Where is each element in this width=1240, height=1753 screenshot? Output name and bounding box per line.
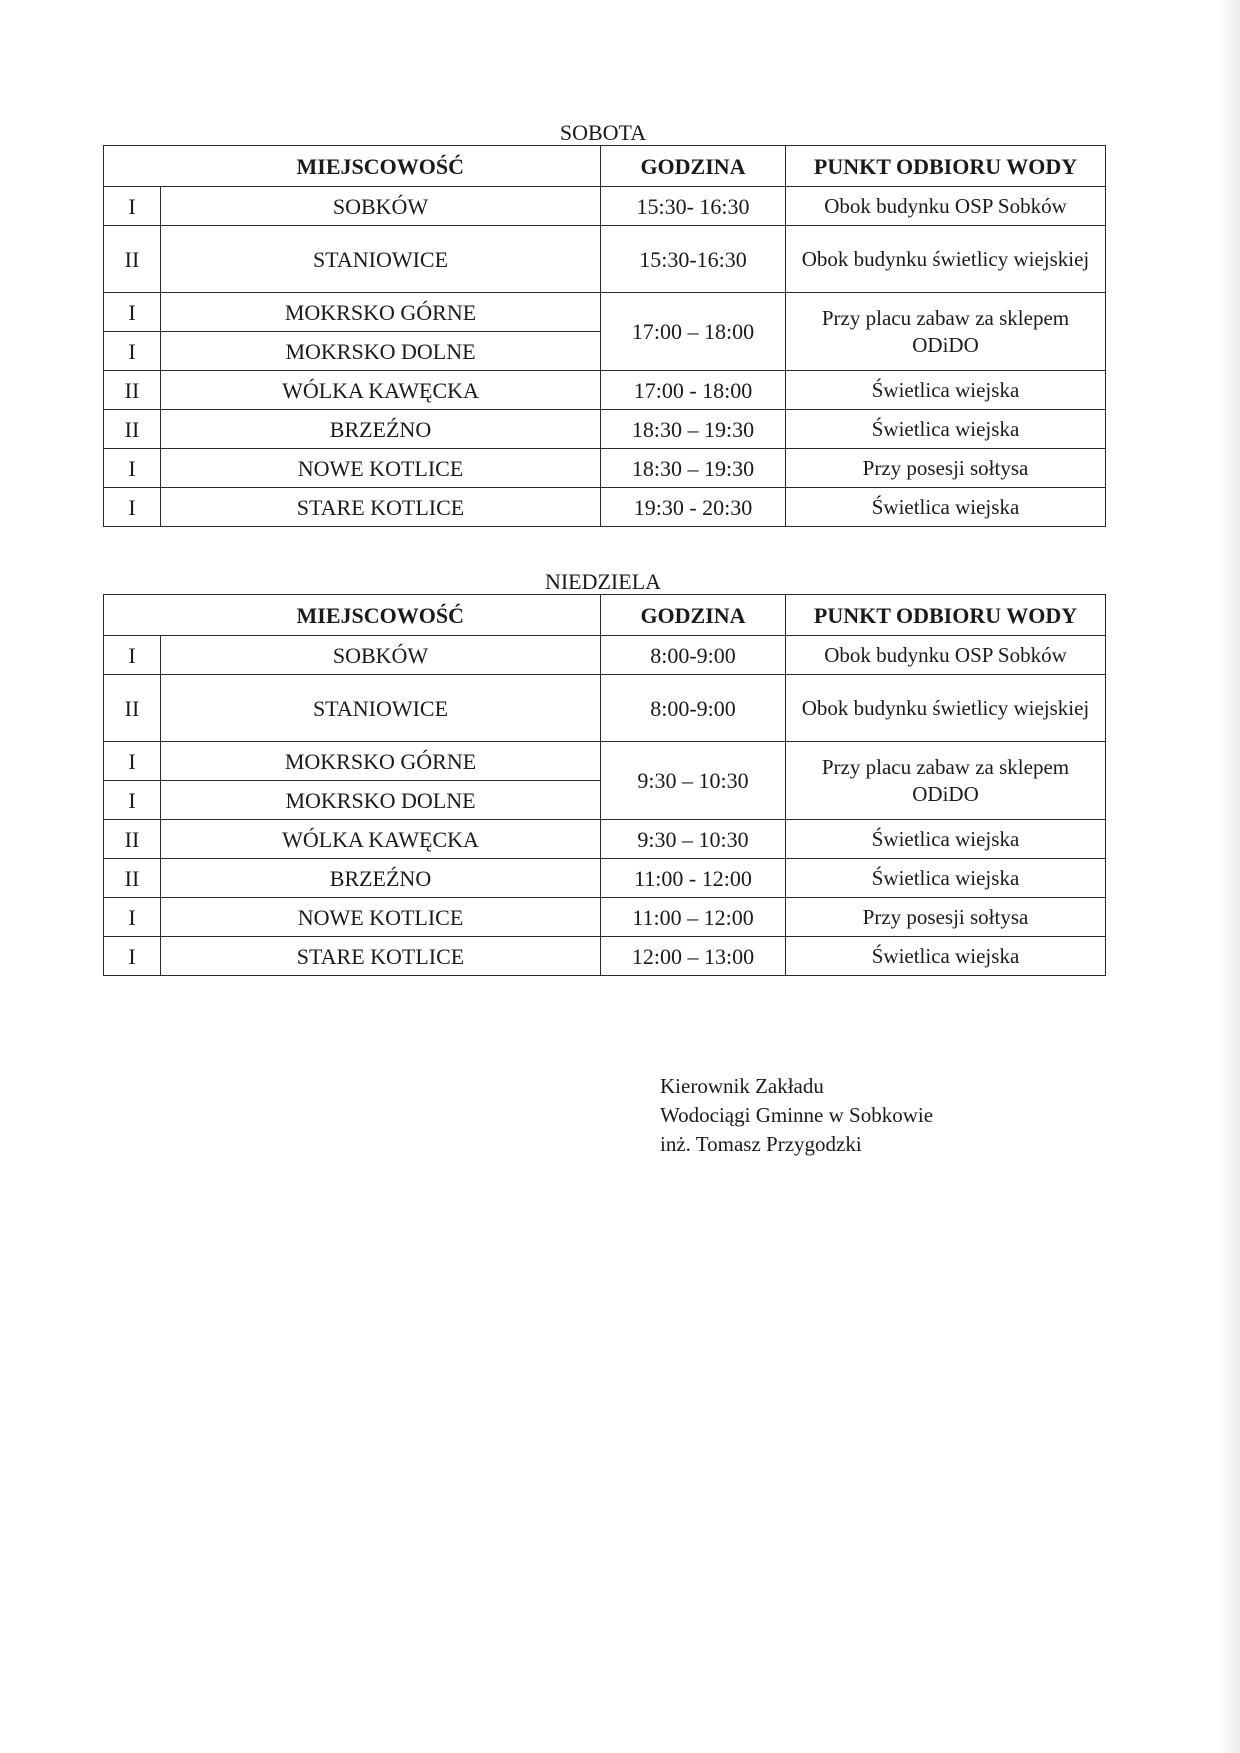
place-cell: SOBKÓW (161, 187, 601, 226)
place-cell: NOWE KOTLICE (161, 449, 601, 488)
place-cell: BRZEŹNO (161, 410, 601, 449)
table-row (104, 742, 1106, 781)
place-cell: STANIOWICE (161, 226, 601, 293)
header-time: GODZINA (601, 595, 786, 636)
time-cell: 9:30 – 10:30 (601, 820, 786, 859)
time-cell: 15:30-16:30 (601, 226, 786, 293)
table-header-row (104, 146, 1106, 187)
point-cell: Świetlica wiejska (786, 371, 1106, 410)
place-cell: NOWE KOTLICE (161, 898, 601, 937)
time-cell: 8:00-9:00 (601, 675, 786, 742)
table-row (104, 937, 1106, 976)
time-cell: 8:00-9:00 (601, 636, 786, 675)
table-row (104, 371, 1106, 410)
saturday-title: SOBOTA (559, 120, 647, 145)
place-cell: STARE KOTLICE (161, 488, 601, 527)
zone-cell: I (104, 781, 161, 820)
saturday-schedule-table (103, 145, 1106, 527)
point-cell: Świetlica wiejska (786, 488, 1106, 527)
table-row (104, 187, 1106, 226)
time-cell: 11:00 - 12:00 (601, 859, 786, 898)
signature-name: inż. Tomasz Przygodzki (660, 1132, 862, 1156)
time-cell: 18:30 – 19:30 (601, 410, 786, 449)
zone-cell: I (104, 488, 161, 527)
place-cell: MOKRSKO DOLNE (161, 332, 601, 371)
point-cell: Obok budynku OSP Sobków (786, 187, 1106, 226)
time-cell: 11:00 – 12:00 (601, 898, 786, 937)
zone-cell: I (104, 449, 161, 488)
signature-organization: Wodociągi Gminne w Sobkowie (660, 1103, 934, 1127)
table-row (104, 226, 1106, 293)
time-cell: 19:30 - 20:30 (601, 488, 786, 527)
zone-cell: I (104, 898, 161, 937)
point-cell: Przy placu zabaw za sklepem ODiDO (786, 742, 1106, 820)
place-cell: WÓLKA KAWĘCKA (161, 820, 601, 859)
point-cell: Świetlica wiejska (786, 937, 1106, 976)
point-cell: Przy posesji sołtysa (786, 449, 1106, 488)
table-row (104, 820, 1106, 859)
time-cell: 18:30 – 19:30 (601, 449, 786, 488)
header-point: PUNKT ODBIORU WODY (786, 146, 1106, 187)
table-row (104, 636, 1106, 675)
header-place: MIEJSCOWOŚĆ (161, 146, 601, 187)
zone-cell: I (104, 293, 161, 332)
time-cell: 15:30- 16:30 (601, 187, 786, 226)
zone-cell: II (104, 371, 161, 410)
signature-title: Kierownik Zakładu (660, 1074, 824, 1098)
header-point: PUNKT ODBIORU WODY (786, 595, 1106, 636)
table-row (104, 859, 1106, 898)
place-cell: BRZEŹNO (161, 859, 601, 898)
point-cell: Obok budynku świetlicy wiejskiej (786, 675, 1106, 742)
zone-cell: II (104, 410, 161, 449)
sunday-schedule-table (103, 594, 1106, 976)
time-cell: 9:30 – 10:30 (601, 742, 786, 820)
table-header-row (104, 595, 1106, 636)
zone-cell: II (104, 820, 161, 859)
time-cell: 12:00 – 13:00 (601, 937, 786, 976)
zone-cell: II (104, 226, 161, 293)
zone-cell: I (104, 332, 161, 371)
time-cell: 17:00 – 18:00 (601, 293, 786, 371)
place-cell: WÓLKA KAWĘCKA (161, 371, 601, 410)
place-cell: MOKRSKO GÓRNE (161, 293, 601, 332)
zone-cell: I (104, 937, 161, 976)
header-zone (104, 146, 161, 187)
point-cell: Obok budynku świetlicy wiejskiej (786, 226, 1106, 293)
zone-cell: I (104, 636, 161, 675)
point-cell: Przy posesji sołtysa (786, 898, 1106, 937)
signature-block (660, 1072, 933, 1159)
place-cell: SOBKÓW (161, 636, 601, 675)
zone-cell: II (104, 675, 161, 742)
table-row (104, 675, 1106, 742)
time-cell: 17:00 - 18:00 (601, 371, 786, 410)
point-cell: Świetlica wiejska (786, 820, 1106, 859)
table-row (104, 488, 1106, 527)
point-cell: Obok budynku OSP Sobków (786, 636, 1106, 675)
place-cell: MOKRSKO DOLNE (161, 781, 601, 820)
zone-cell: I (104, 187, 161, 226)
point-cell: Świetlica wiejska (786, 410, 1106, 449)
zone-cell: II (104, 859, 161, 898)
zone-cell: I (104, 742, 161, 781)
place-cell: STANIOWICE (161, 675, 601, 742)
table-row (104, 410, 1106, 449)
place-cell: STARE KOTLICE (161, 937, 601, 976)
scan-page-edge (1218, 0, 1240, 1753)
sunday-title: NIEDZIELA (544, 569, 662, 594)
header-time: GODZINA (601, 146, 786, 187)
header-zone (104, 595, 161, 636)
point-cell: Przy placu zabaw za sklepem ODiDO (786, 293, 1106, 371)
table-row (104, 293, 1106, 332)
table-row (104, 898, 1106, 937)
header-place: MIEJSCOWOŚĆ (161, 595, 601, 636)
point-cell: Świetlica wiejska (786, 859, 1106, 898)
place-cell: MOKRSKO GÓRNE (161, 742, 601, 781)
table-row (104, 449, 1106, 488)
